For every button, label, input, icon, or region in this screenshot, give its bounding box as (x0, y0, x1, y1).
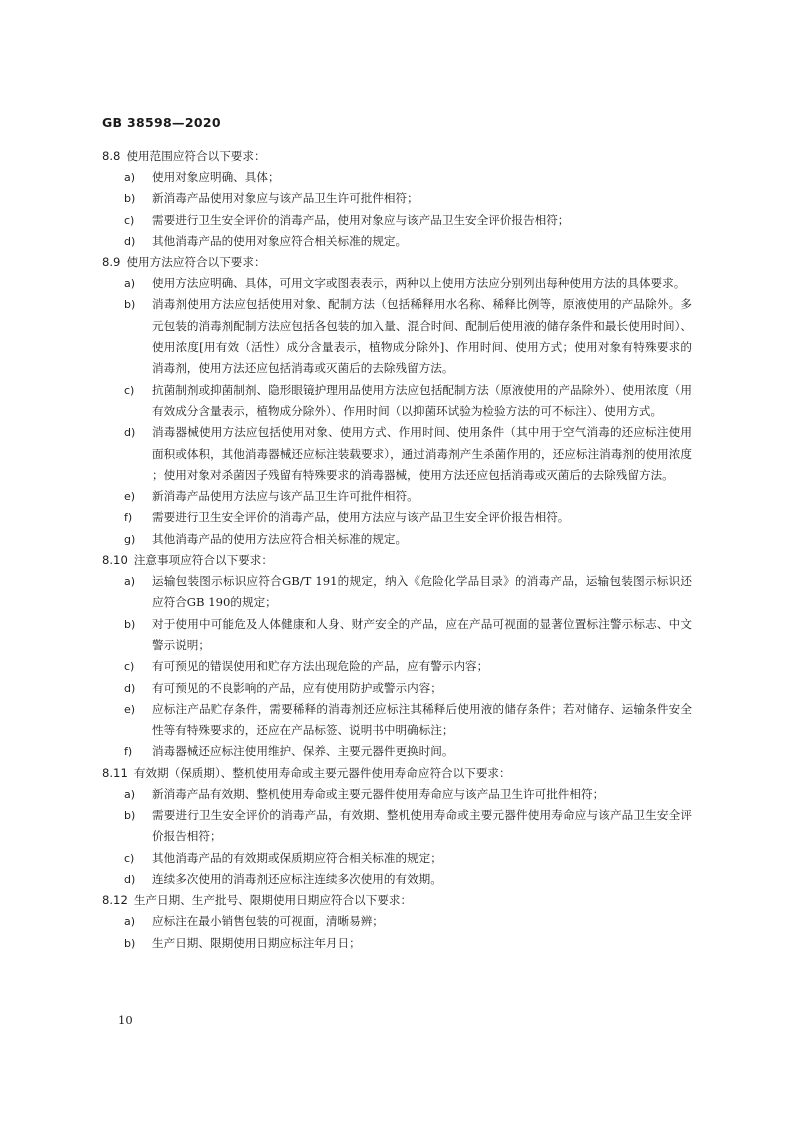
clause-8-8 (102, 146, 692, 167)
list-item-marker: d) (124, 681, 136, 695)
list-item-marker: b) (124, 192, 136, 206)
list-item-text: 使用对象应明确、具体； (152, 170, 280, 184)
list-item-text: 其他消毒产品的使用对象应符合相关标准的规定。 (152, 233, 408, 248)
list-item (102, 273, 692, 294)
clause-8-12 (102, 890, 692, 911)
list-item-marker: d) (124, 872, 136, 886)
clause-title: 使用方法应符合以下要求： (126, 255, 266, 270)
list-item-text: 应标注产品贮存条件，需要稀释的消毒剂还应标注其稀释后使用液的储存条件；若对储存、运输条件安全性等有特殊要求的，还应在产品标签、说明书中明确标注； (152, 701, 692, 738)
list-item-marker: a) (124, 171, 136, 184)
list-item (102, 933, 692, 954)
clause-title: 注意事项应符合以下要求： (133, 553, 273, 568)
list-item-text: 使用方法应明确、具体，可用文字或图表表示，两种以上使用方法应分别列出每种使用方法的具体要求。 (152, 276, 686, 291)
list-item-text: 对于使用中可能危及人体健康和人身、财产安全的产品，应在产品可视面的显著位置标注警示标志、中文警示说明； (152, 616, 692, 652)
list-item (102, 507, 692, 528)
list-item (102, 380, 692, 423)
list-item-marker: c) (124, 383, 135, 397)
clause-8-10 (102, 550, 692, 571)
list-item (102, 699, 692, 742)
list-item (102, 167, 692, 188)
list-item-text: 消毒器械使用方法应包括使用对象、使用方式、作用时间、使用条件（其中用于空气消毒的还应标注使用面积或体积，其他消毒器械还应标注装载要求），通过消毒剂产生杀菌作用的，还应标注消毒剂的使用浓度；使用对象对杀菌因子残留有特殊要求的消毒器械，使用方法还应包括消毒或灭菌后的去除残留方法。 (152, 425, 692, 482)
list-item-text: 新消毒产品使用方法应与该产品卫生许可批件相符。 (152, 489, 419, 504)
clause-8-11 (102, 763, 692, 784)
list-item-marker: e) (124, 702, 136, 716)
list-item-text: 其他消毒产品的有效期或保质期应符合相关标准的规定； (152, 850, 442, 865)
list-item-text: 抗菌制剂或抑菌制剂、隐形眼镜护理用品使用方法应包括配制方法（原液使用的产品除外）、使用浓度（用有效成分含量表示，植物成分除外）、作用时间（以抑菌环试验为检验方法的可不标注）、使用方式。 (152, 382, 692, 418)
list-item-marker: b) (124, 809, 136, 823)
clause-number: 8.8 (102, 149, 121, 163)
clause-number: 8.9 (102, 255, 121, 270)
list-item (102, 678, 692, 699)
list-item-text: 有可预见的错误使用和贮存方法出现危险的产品，应有警示内容； (152, 659, 489, 674)
list-item (102, 805, 692, 848)
list-item-text: 运输包装图示标识应符合GB/T 191的规定，纳入《危险化学品目录》的消毒产品，运输包装图示标识还应符合GB 190的规定； (152, 574, 692, 610)
list-item (102, 210, 692, 231)
list-item-marker: b) (124, 617, 136, 631)
document-body (102, 146, 692, 954)
clause-title: 使用范围应符合以下要求： (126, 149, 266, 163)
list-item-text: 应标注在最小销售包装的可视面，清晰易辨； (152, 914, 384, 929)
list-item (102, 231, 692, 252)
clause-number: 8.10 (102, 553, 128, 568)
list-item-marker: c) (124, 851, 135, 865)
list-item-text: 有可预见的不良影响的产品，应有使用防护或警示内容； (152, 680, 442, 695)
clause-number: 8.11 (102, 765, 128, 780)
list-item-text: 需要进行卫生安全评价的消毒产品，使用对象应与该产品卫生安全评价报告相符； (152, 212, 570, 227)
list-item (102, 294, 692, 379)
list-item-marker: a) (124, 915, 136, 929)
list-item-marker: f) (124, 511, 133, 525)
list-item (102, 869, 692, 890)
clause-title: 生产日期、生产批号、限期使用日期应符合以下要求： (133, 893, 413, 908)
list-item (102, 784, 692, 805)
list-item-marker: b) (124, 298, 136, 312)
list-item-marker: c) (124, 213, 135, 227)
list-item-marker: d) (124, 234, 136, 248)
list-item (102, 911, 692, 932)
list-item-text: 需要进行卫生安全评价的消毒产品，使用方法应与该产品卫生安全评价报告相符。 (152, 510, 570, 525)
list-item-text: 新消毒产品有效期、整机使用寿命或主要元器件使用寿命应与该产品卫生许可批件相符； (152, 786, 605, 801)
list-item-text: 新消毒产品使用对象应与该产品卫生许可批件相符； (152, 191, 419, 206)
list-item-marker: g) (124, 532, 136, 546)
list-item-text: 生产日期、限期使用日期应标注年月日； (152, 935, 361, 950)
list-item (102, 486, 692, 507)
list-item (102, 656, 692, 677)
clause-number: 8.12 (102, 893, 128, 908)
list-item-marker: d) (124, 426, 136, 440)
list-item-marker: b) (124, 936, 136, 950)
clause-title: 有效期（保质期）、整机使用寿命或主要元器件使用寿命应符合以下要求： (133, 765, 511, 780)
list-item-marker: a) (124, 787, 136, 801)
list-item-marker: c) (124, 660, 135, 674)
list-item-marker: a) (124, 277, 136, 291)
list-item-marker: a) (124, 575, 136, 589)
list-item-marker: e) (124, 490, 136, 504)
list-item-text: 需要进行卫生安全评价的消毒产品，有效期、整机使用寿命或主要元器件使用寿命应与该产品卫生安全评价报告相符； (152, 808, 692, 844)
list-item (102, 422, 692, 486)
list-item-text: 消毒器械还应标注使用维护、保养、主要元器件更换时间。 (152, 744, 454, 759)
list-item-text: 其他消毒产品的使用方法应符合相关标准的规定。 (152, 531, 408, 546)
page-number: 10 (118, 1013, 133, 1027)
list-item (102, 614, 692, 657)
list-item-text: 连续多次使用的消毒剂还应标注连续多次使用的有效期。 (152, 871, 442, 886)
list-item (102, 848, 692, 869)
list-item-text: 消毒剂使用方法应包括使用对象、配制方法（包括稀释用水名称、稀释比例等，原液使用的产品除外。多元包装的消毒剂配制方法应包括各包装的加入量、混合时间、配制后使用液的储存条件和最长使用时间）、使用浓度[用有效（活性）成分含量表示，植物成分除外]、作用时间、使用方式；使用对象有特殊要求的消毒剂，使用方法还应包括消毒或灭菌后的去除残留方法。 (152, 297, 692, 376)
clause-8-9 (102, 252, 692, 273)
standard-code-header: GB 38598—2020 (102, 115, 221, 130)
list-item (102, 741, 692, 762)
list-item (102, 529, 692, 550)
list-item-marker: f) (124, 745, 133, 759)
list-item (102, 188, 692, 209)
list-item (102, 571, 692, 614)
